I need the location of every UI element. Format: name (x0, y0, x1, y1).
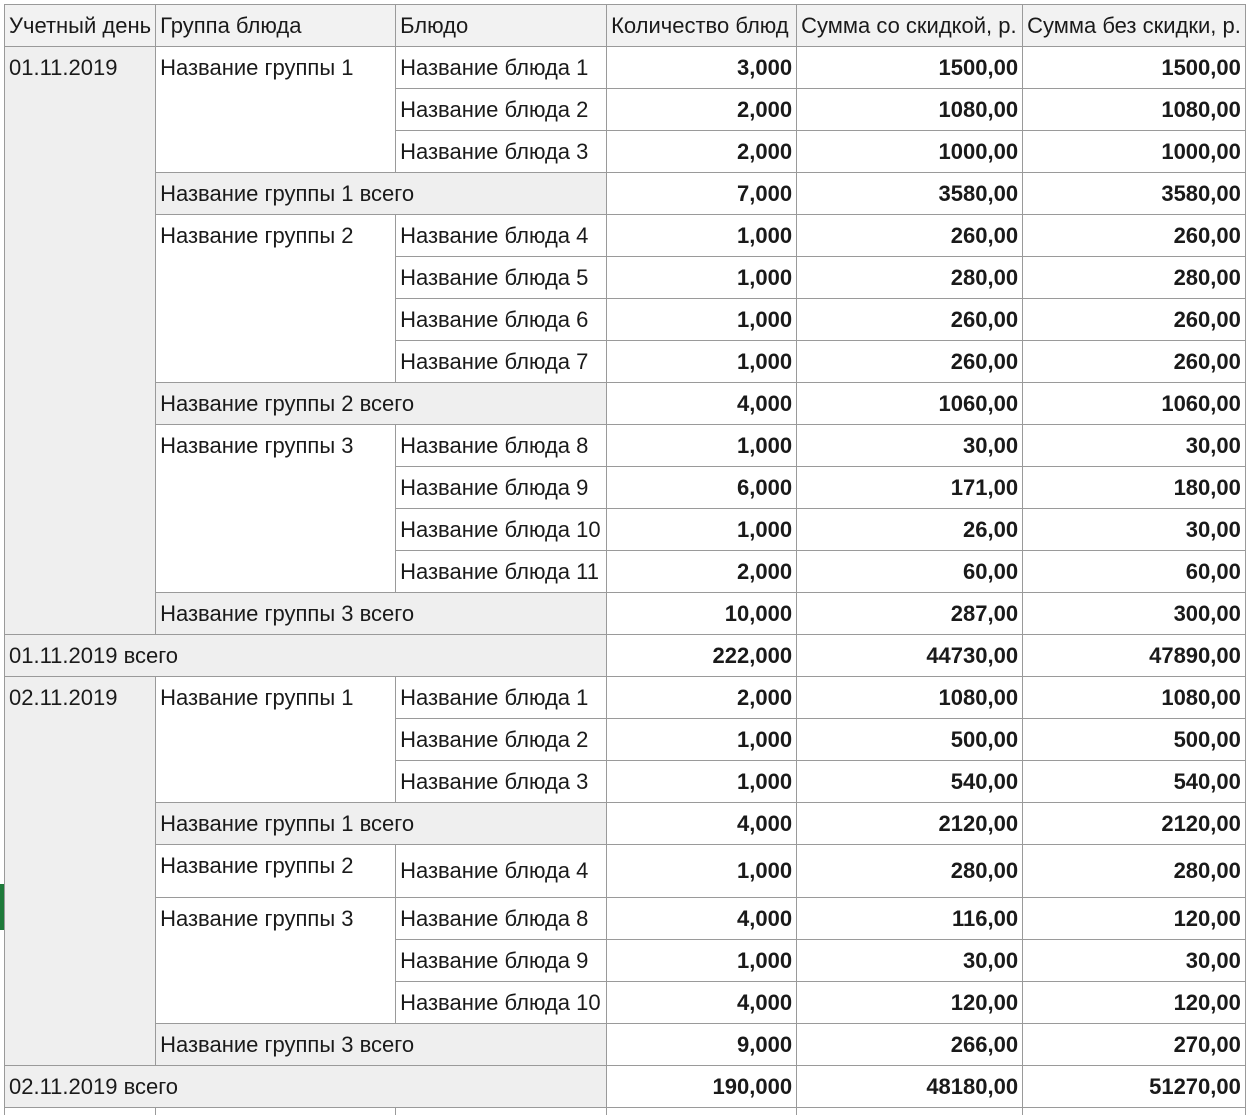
sum-full-cell[interactable]: 3580,00 (1023, 173, 1246, 215)
sum-full-cell[interactable]: 1080,00 (1023, 89, 1246, 131)
empty-cell[interactable] (797, 1108, 1023, 1115)
sum-full-cell[interactable]: 30,00 (1023, 425, 1246, 467)
sum-full-cell[interactable]: 1080,00 (1023, 677, 1246, 719)
qty-cell[interactable]: 2,000 (607, 551, 797, 593)
sum-full-cell[interactable]: 280,00 (1023, 845, 1246, 898)
sum-full-cell[interactable]: 51270,00 (1023, 1066, 1246, 1108)
group-cell[interactable]: Название группы 2 (156, 215, 396, 383)
qty-cell[interactable]: 4,000 (607, 982, 797, 1024)
day-total-row (5, 1066, 1246, 1108)
sum-discount-cell[interactable]: 260,00 (797, 299, 1023, 341)
dish-cell[interactable]: Название блюда 4 (396, 845, 607, 898)
table-row (5, 898, 1246, 940)
qty-cell[interactable]: 1,000 (607, 341, 797, 383)
date-cell[interactable]: 02.11.2019 (5, 677, 156, 1066)
sum-discount-cell[interactable]: 2120,00 (797, 803, 1023, 845)
group-total-row (5, 1024, 1246, 1066)
day-total-row (5, 635, 1246, 677)
sum-full-cell[interactable]: 120,00 (1023, 982, 1246, 1024)
sum-discount-cell[interactable]: 1000,00 (797, 131, 1023, 173)
sum-full-cell[interactable]: 280,00 (1023, 257, 1246, 299)
day-total-label[interactable]: 02.11.2019 всего (5, 1066, 607, 1108)
sum-discount-cell[interactable]: 60,00 (797, 551, 1023, 593)
sum-full-cell[interactable]: 30,00 (1023, 509, 1246, 551)
group-cell[interactable]: Название группы 1 (156, 47, 396, 173)
sum-full-cell[interactable]: 500,00 (1023, 719, 1246, 761)
group-total-row (5, 383, 1246, 425)
sum-discount-cell[interactable]: 260,00 (797, 341, 1023, 383)
header-date[interactable]: Учетный день (5, 5, 156, 47)
dish-cell[interactable]: Название блюда 8 (396, 898, 607, 940)
sum-full-cell[interactable]: 180,00 (1023, 467, 1246, 509)
table-row (5, 425, 1246, 467)
sum-discount-cell[interactable]: 1080,00 (797, 89, 1023, 131)
dish-cell[interactable]: Название блюда 6 (396, 299, 607, 341)
header-qty[interactable]: Количество блюд (607, 5, 797, 47)
sum-discount-cell[interactable]: 280,00 (797, 845, 1023, 898)
day-total-label[interactable]: 01.11.2019 всего (5, 635, 607, 677)
qty-cell[interactable]: 1,000 (607, 257, 797, 299)
qty-cell[interactable]: 1,000 (607, 940, 797, 982)
group-cell[interactable]: Название группы 2 (156, 845, 396, 898)
dish-cell[interactable]: Название блюда 2 (396, 719, 607, 761)
group-total-label[interactable]: Название группы 2 всего (156, 383, 607, 425)
sum-full-cell[interactable]: 540,00 (1023, 761, 1246, 803)
qty-cell[interactable]: 3,000 (607, 47, 797, 89)
sum-full-cell[interactable]: 1060,00 (1023, 383, 1246, 425)
dish-cell[interactable]: Название блюда 11 (396, 551, 607, 593)
dish-cell[interactable]: Название блюда 2 (396, 89, 607, 131)
sum-discount-cell[interactable]: 48180,00 (797, 1066, 1023, 1108)
header-dish[interactable]: Блюдо (396, 5, 607, 47)
dish-cell[interactable]: Название блюда 9 (396, 467, 607, 509)
qty-cell[interactable]: 1,000 (607, 299, 797, 341)
qty-cell[interactable]: 2,000 (607, 89, 797, 131)
dish-cell[interactable]: Название блюда 3 (396, 131, 607, 173)
group-total-label[interactable]: Название группы 3 всего (156, 593, 607, 635)
group-total-label[interactable]: Название группы 1 всего (156, 173, 607, 215)
sum-discount-cell[interactable]: 26,00 (797, 509, 1023, 551)
sum-discount-cell[interactable]: 116,00 (797, 898, 1023, 940)
qty-cell[interactable]: 1,000 (607, 719, 797, 761)
sum-discount-cell[interactable]: 1500,00 (797, 47, 1023, 89)
qty-cell[interactable]: 6,000 (607, 467, 797, 509)
sum-discount-cell[interactable]: 266,00 (797, 1024, 1023, 1066)
table-row (5, 47, 1246, 89)
qty-cell[interactable]: 190,000 (607, 1066, 797, 1108)
empty-cell[interactable] (5, 1108, 156, 1115)
dish-cell[interactable]: Название блюда 4 (396, 215, 607, 257)
sum-discount-cell[interactable]: 120,00 (797, 982, 1023, 1024)
sum-full-cell[interactable]: 270,00 (1023, 1024, 1246, 1066)
sum-discount-cell[interactable]: 30,00 (797, 940, 1023, 982)
next-row-partial (5, 1108, 1246, 1115)
dish-cell[interactable]: Название блюда 10 (396, 982, 607, 1024)
table-row (5, 677, 1246, 719)
dish-cell[interactable]: Название блюда 5 (396, 257, 607, 299)
empty-cell[interactable] (396, 1108, 607, 1115)
report-table (4, 4, 1246, 1115)
qty-cell[interactable]: 1,000 (607, 761, 797, 803)
sum-full-cell[interactable]: 60,00 (1023, 551, 1246, 593)
group-cell[interactable]: Название группы 3 (156, 898, 396, 1024)
group-cell[interactable]: Название группы 3 (156, 425, 396, 593)
sum-discount-cell[interactable]: 287,00 (797, 593, 1023, 635)
sum-full-cell[interactable]: 2120,00 (1023, 803, 1246, 845)
sum-full-cell[interactable]: 300,00 (1023, 593, 1246, 635)
sum-discount-cell[interactable]: 30,00 (797, 425, 1023, 467)
sum-full-cell[interactable]: 47890,00 (1023, 635, 1246, 677)
sum-discount-cell[interactable]: 1060,00 (797, 383, 1023, 425)
sum-discount-cell[interactable]: 3580,00 (797, 173, 1023, 215)
sum-discount-cell[interactable]: 280,00 (797, 257, 1023, 299)
dish-cell[interactable]: Название блюда 1 (396, 677, 607, 719)
sum-full-cell[interactable]: 1500,00 (1023, 47, 1246, 89)
dish-cell[interactable]: Название блюда 10 (396, 509, 607, 551)
qty-cell[interactable]: 1,000 (607, 845, 797, 898)
sum-full-cell[interactable]: 260,00 (1023, 215, 1246, 257)
sum-full-cell[interactable]: 1000,00 (1023, 131, 1246, 173)
cell-selection-marker (0, 884, 4, 930)
table-row (5, 215, 1246, 257)
sum-discount-cell[interactable]: 1080,00 (797, 677, 1023, 719)
sum-discount-cell[interactable]: 500,00 (797, 719, 1023, 761)
empty-cell[interactable] (156, 1108, 396, 1115)
date-cell[interactable]: 01.11.2019 (5, 47, 156, 635)
group-cell[interactable]: Название группы 1 (156, 677, 396, 803)
sum-discount-cell[interactable]: 44730,00 (797, 635, 1023, 677)
sum-full-cell[interactable]: 120,00 (1023, 898, 1246, 940)
qty-cell[interactable]: 9,000 (607, 1024, 797, 1066)
table-row (5, 845, 1246, 898)
group-total-row (5, 173, 1246, 215)
dish-cell[interactable]: Название блюда 9 (396, 940, 607, 982)
qty-cell[interactable]: 7,000 (607, 173, 797, 215)
qty-cell[interactable]: 4,000 (607, 383, 797, 425)
header-sum-discount[interactable]: Сумма со скидкой, р. (797, 5, 1023, 47)
qty-cell[interactable]: 4,000 (607, 803, 797, 845)
sum-discount-cell[interactable]: 260,00 (797, 215, 1023, 257)
header-row (5, 5, 1246, 47)
qty-cell[interactable]: 2,000 (607, 131, 797, 173)
sum-full-cell[interactable]: 260,00 (1023, 299, 1246, 341)
qty-cell[interactable]: 1,000 (607, 425, 797, 467)
qty-cell[interactable]: 4,000 (607, 898, 797, 940)
qty-cell[interactable]: 2,000 (607, 677, 797, 719)
sum-discount-cell[interactable]: 540,00 (797, 761, 1023, 803)
qty-cell[interactable]: 10,000 (607, 593, 797, 635)
group-total-row (5, 593, 1246, 635)
sum-full-cell[interactable]: 260,00 (1023, 341, 1246, 383)
dish-cell[interactable]: Название блюда 3 (396, 761, 607, 803)
dish-cell[interactable]: Название блюда 7 (396, 341, 607, 383)
empty-cell[interactable] (607, 1108, 797, 1115)
dish-cell[interactable]: Название блюда 1 (396, 47, 607, 89)
header-group[interactable]: Группа блюда (156, 5, 396, 47)
group-total-label[interactable]: Название группы 3 всего (156, 1024, 607, 1066)
sum-full-cell[interactable]: 30,00 (1023, 940, 1246, 982)
qty-cell[interactable]: 1,000 (607, 509, 797, 551)
sum-discount-cell[interactable]: 171,00 (797, 467, 1023, 509)
qty-cell[interactable]: 222,000 (607, 635, 797, 677)
empty-cell[interactable] (1023, 1108, 1246, 1115)
header-sum-full[interactable]: Сумма без скидки, р. (1023, 5, 1246, 47)
group-total-row (5, 803, 1246, 845)
dish-cell[interactable]: Название блюда 8 (396, 425, 607, 467)
qty-cell[interactable]: 1,000 (607, 215, 797, 257)
group-total-label[interactable]: Название группы 1 всего (156, 803, 607, 845)
